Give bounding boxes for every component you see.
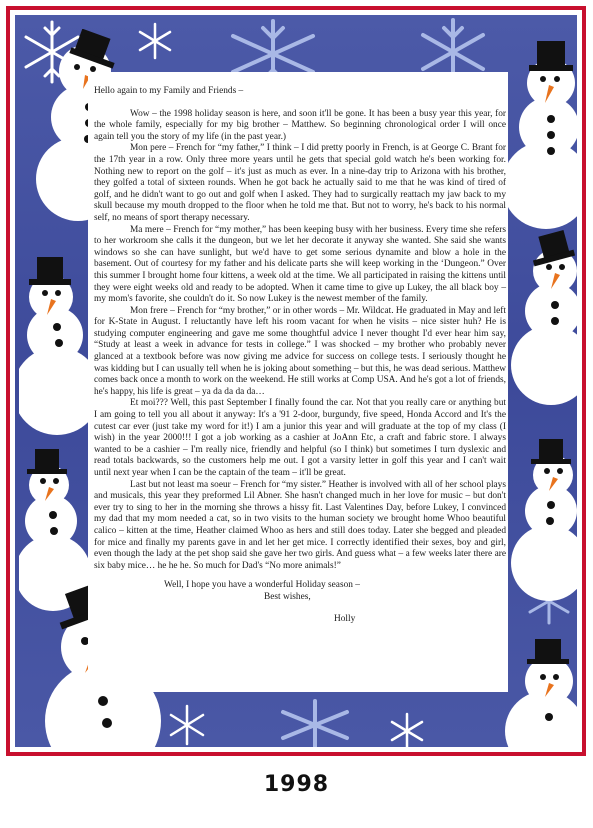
letter-paragraph: Wow – the 1998 holiday season is here, and soon it'll be gone. It has been a busy year this year, for the whole family, especially for my big brother – Matthew. So beginning chronological order I will once again tell you the story of my life (in the past year.) [94, 108, 506, 142]
letter-wishes: Best wishes, [264, 591, 311, 602]
snowflake-icon [275, 699, 355, 747]
letter-greeting: Hello again to my Family and Friends – [94, 86, 244, 96]
letter-paragraph: Et moi??? Well, this past September I finally found the car. Not that you really care or anything but I am going to tell you all about it anyway: It's a '91 2-door, burgundy, five speed, Honda Accord and It's the cutest car ever (just take my word for it!) I am a junior this year and will graduate at the top of my class (I wish) in the year 2000!!! I got a job working as a cashier at JoAnn Etc, a craft and fabric store. I always wanted to be a cashier – I'm really nice, friendly and helpful (so I think) but sometimes I turn dyslexic and read totals backwards, so the customers help me out. I got a varsity letter in golf this year and I can't wait until next year when I can be the captain of the team – it'll be great. [94, 398, 506, 478]
letter-paragraph: Mon frere – French for “my brother,” or in other words – Mr. Wildcat. He graduated in May and left for K-State in August. I reluctantly have left his room vacant for when he visits – nice sister huh? He is studying computer engineering and gave me some thoughtful advice I never thought I'd ever hear him say, “Study at least a week in advance for tests in college.” I was shocked – my brother who probably never glanced at a textbook before was now giving me advice for success on college tests. I seriously thought he was kidding but I can usually tell when he is joking about something – but this, he was dead serious. Matthew comes back once a month to work on the weekend. He still works at Comp USA. And he's got a lot of friends, he's happy, his life is great – ya da da da da… [94, 305, 506, 397]
letter-closing: Well, I hope you have a wonderful Holiday season – [164, 580, 360, 591]
letter-paragraph: Mon pere – French for “my father,” I think – I did pretty poorly in French, is at George C. Brant for the 17th year in a row. Only three more years until he gets that special gold watch he's been working for. Nothing new to report on the golf – it's just as much as ever. In a nine-day trip to Arizona with his brother, they golfed a total of sixteen rounds. When he got back he actually said to me that he was kind of tired of golf, and he didn't want to go out and golf when I asked. They had to surgically reattach my jaw back to my skull because my mouth dropped to the floor when he told me that. But not to worry, he's back to his normal self, no means of sport therapy necessary. [94, 143, 506, 223]
snowman-icon [497, 435, 577, 605]
letter-paragraph: Last but not least ma soeur – French for “my sister.” Heather is involved with all of her school plays and musicals, this year they preformed Lil Abner. She hasn't changed much in her love for music – but don't ever try to sing to her in the morning she throws a hissy fit. Last Valentines Day, before Lukey, I convinced my dad that my mom needed a cat, so in two visits to the human society we brought home Whoo beautiful calico – kitten at the time, Heather claimed Whoo as hers and still does today. Later she begged and pleaded for mice and finally my parents gave in and let her get mice. I correctly identified their sexes, boy and girl, even though the lady at the pet shop said she gave her two girls. And guess what – a few weeks later there are six baby mice… he he he. So much for Dad's “No more animals!” [94, 479, 506, 571]
snowflake-icon [165, 703, 209, 747]
snowflake-icon [135, 21, 175, 61]
year-caption: 1998 [263, 772, 330, 797]
snowflake-icon [387, 711, 427, 747]
letter-paragraph: Ma mere – French for “my mother,” has been keeping busy with her business. Every time she refers to her workroom she calls it the dungeon, but we let her decorate it anyway she wanted. She said she wants windows so she can have sunlight, but we'd have to get some serious dynamite and blow a hole in the basement. Out of courtesy for my father and his delicate parts she will keep working in the ‘Dungeon.” Over this summer I brought home four kittens, a week old at the time. We all participated in raising the kittens until they were eight weeks old and ready to be adopted. When it came time to give up Lukey, the all black boy – my mom's favorite, she couldn't do it. So now Lukey is the newest member of the family. [94, 224, 506, 305]
letter-signature: Holly [334, 613, 356, 624]
snowman-icon [499, 229, 577, 409]
letter-body [94, 86, 506, 625]
